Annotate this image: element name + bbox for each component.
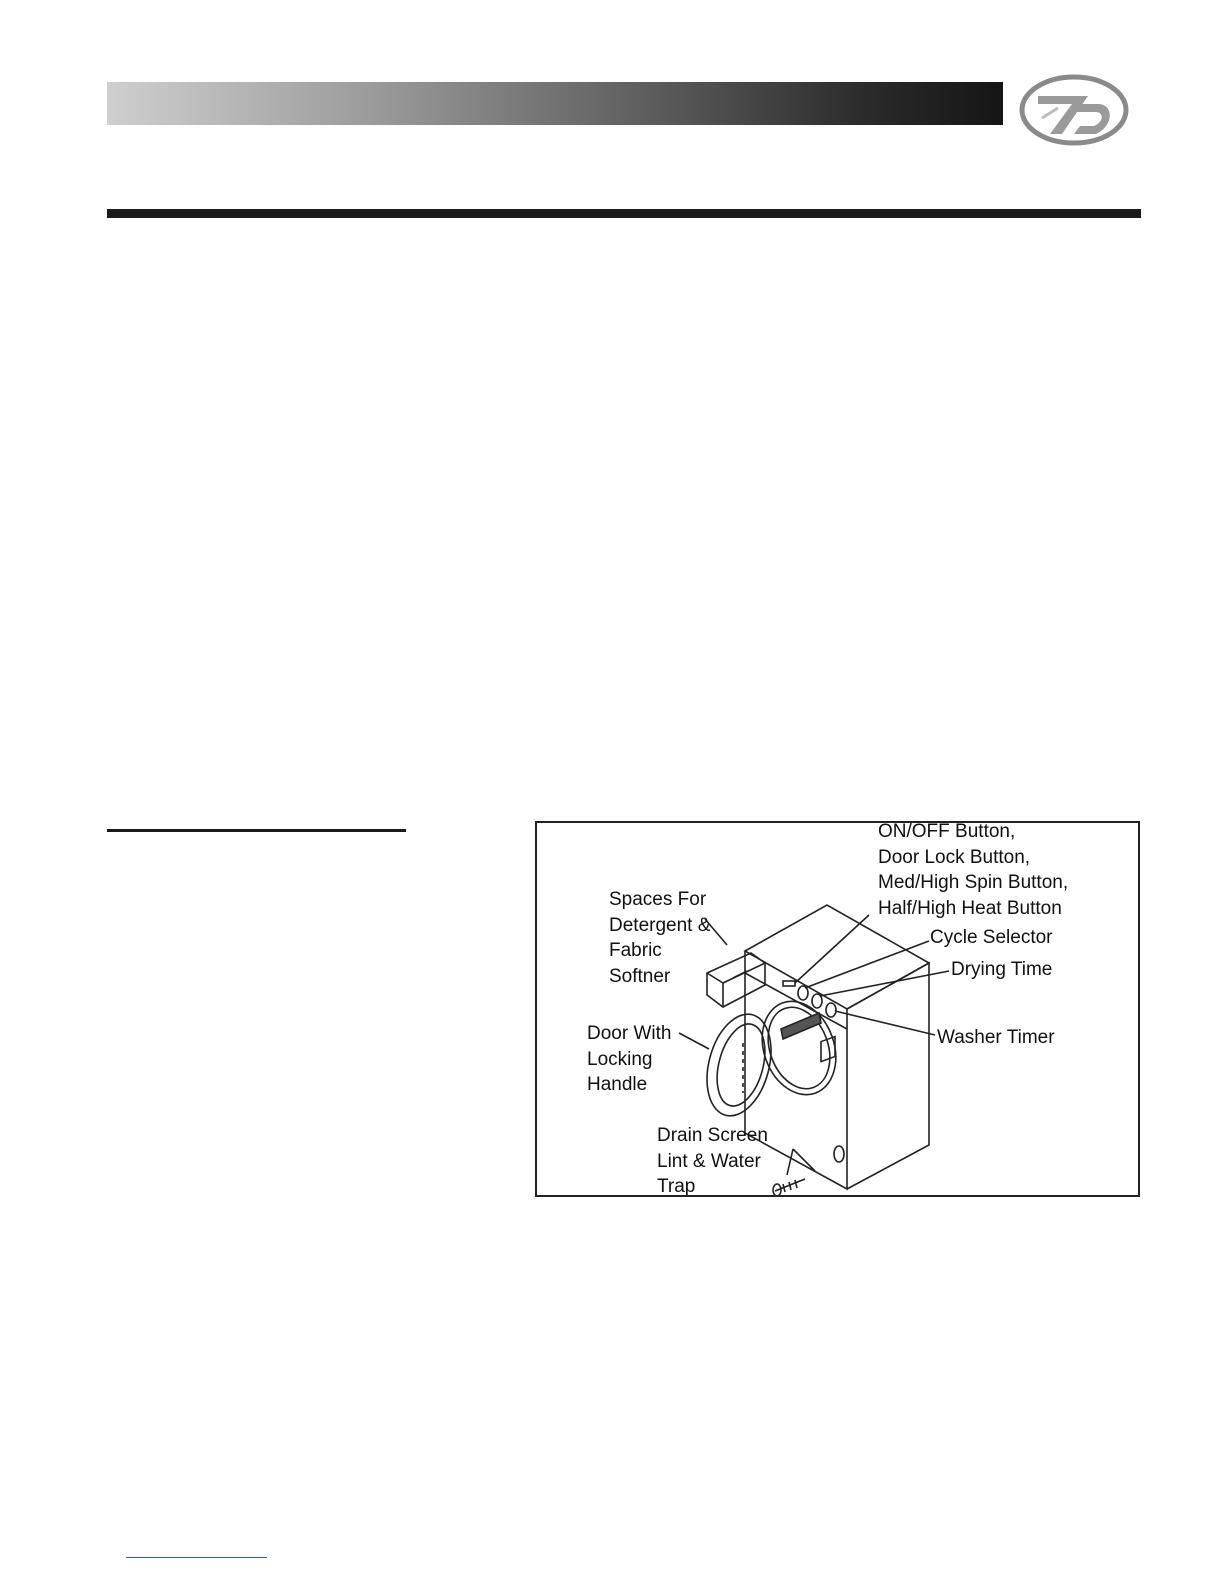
brand-logo-icon — [1018, 74, 1130, 146]
knob-timer — [826, 1003, 836, 1017]
callout-drain: Drain Screen Lint & Water Trap — [657, 1125, 768, 1197]
callout-buttons: ON/OFF Button, Door Lock Button, Med/High Spin Button, Half/High Heat Button — [878, 821, 1069, 919]
callout-dispenser: Spaces For Detergent & Fabric Softner — [609, 889, 711, 987]
callout-cycle-selector: Cycle Selector — [930, 927, 1053, 948]
callout-door: Door With Locking Handle — [587, 1023, 672, 1095]
washer-diagram — [535, 821, 1140, 1197]
cabinet-side — [847, 963, 929, 1189]
callout-drying-time: Drying Time — [951, 959, 1053, 980]
callout-washer-timer: Washer Timer — [937, 1027, 1055, 1048]
footer-link-underline[interactable] — [126, 1557, 267, 1558]
header-gradient-bar — [107, 82, 1003, 125]
subsection-rule — [107, 829, 406, 832]
section-divider — [107, 209, 1141, 218]
